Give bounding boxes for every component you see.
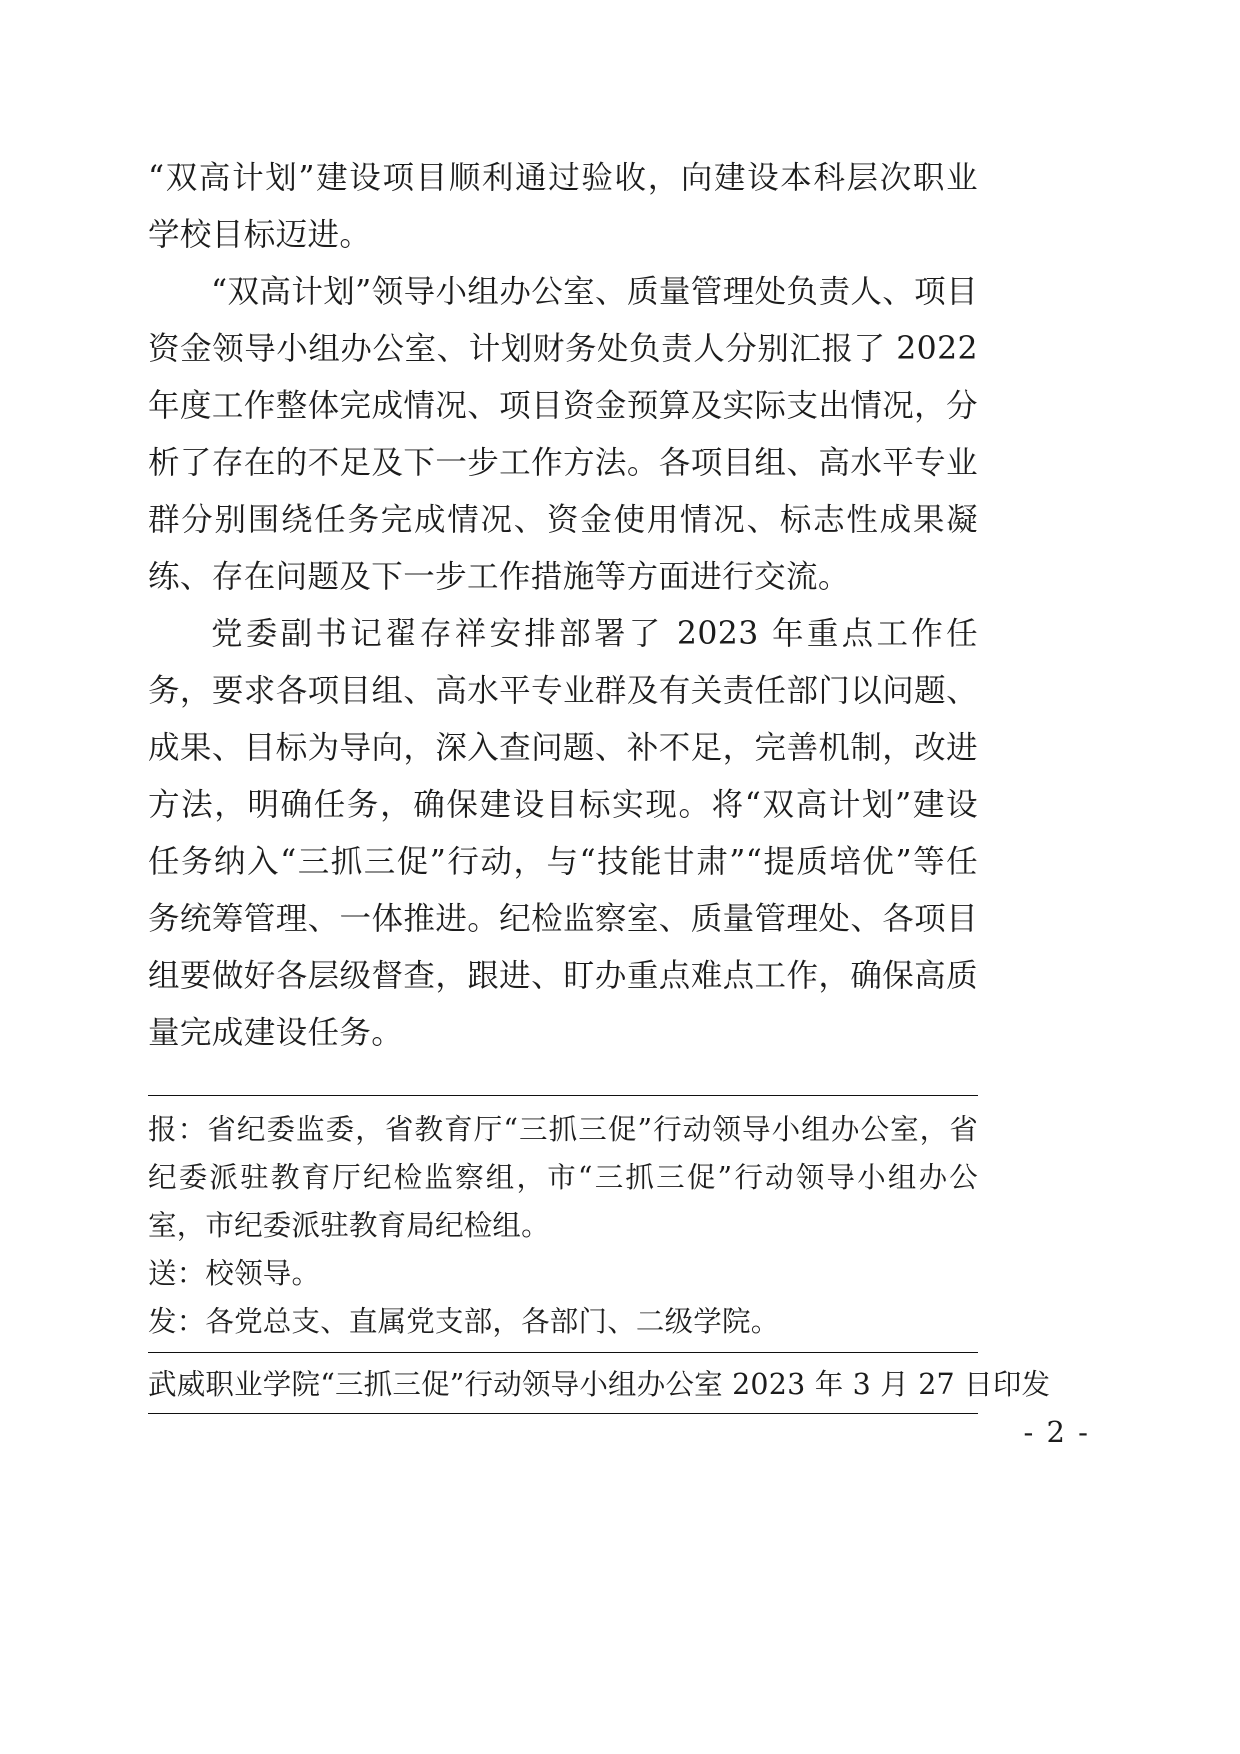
divider-bottom xyxy=(148,1413,978,1414)
paragraph-2: “双高计划”领导小组办公室、质量管理处负责人、项目资金领导小组办公室、计划财务处负责人分别汇报了 2022 年度工作整体完成情况、项目资金预算及实际支出情况，分析了存在的不足及下一步工作方法。各项目组、高水平专业群分别围绕任务完成情况、资金使用情况、标志性成果凝练、存在问题及下一步工作措施等方面进行交流。 xyxy=(148,274,978,595)
report-line: 报：省纪委监委，省教育厅“三抓三促”行动领导小组办公室，省纪委派驻教育厅纪检监察组，市“三抓三促”行动领导小组办公室，市纪委派驻教育局纪检组。 xyxy=(148,1113,978,1242)
distribution-block xyxy=(148,1095,1051,1414)
page-number: - 2 - xyxy=(1023,1415,1090,1449)
send-line: 送：校领导。 xyxy=(148,1257,321,1290)
paragraph-3: 党委副书记翟存祥安排部署了 2023 年重点工作任务，要求各项目组、高水平专业群及有关责任部门以问题、成果、目标为导向，深入查问题、补不足，完善机制，改进方法，明确任务，确保建设目标实现。将“双高计划”建设任务纳入“三抓三促”行动，与“技能甘肃”“提质培优”等任务统筹管理、一体推进。纪检监察室、质量管理处、各项目组要做好各层级督查，跟进、盯办重点难点工作，确保高质量完成建设任务。 xyxy=(148,616,978,1051)
paragraph-1: “双高计划”建设项目顺利通过验收，向建设本科层次职业学校目标迈进。 xyxy=(148,160,978,253)
printer-line: 武威职业学院“三抓三促”行动领导小组办公室 2023 年 3 月 27 日印发 xyxy=(148,1368,1051,1401)
distribution-lines xyxy=(148,1096,978,1352)
document-body xyxy=(148,150,978,1062)
issue-line: 发：各党总支、直属党支部，各部门、二级学院。 xyxy=(148,1305,780,1338)
